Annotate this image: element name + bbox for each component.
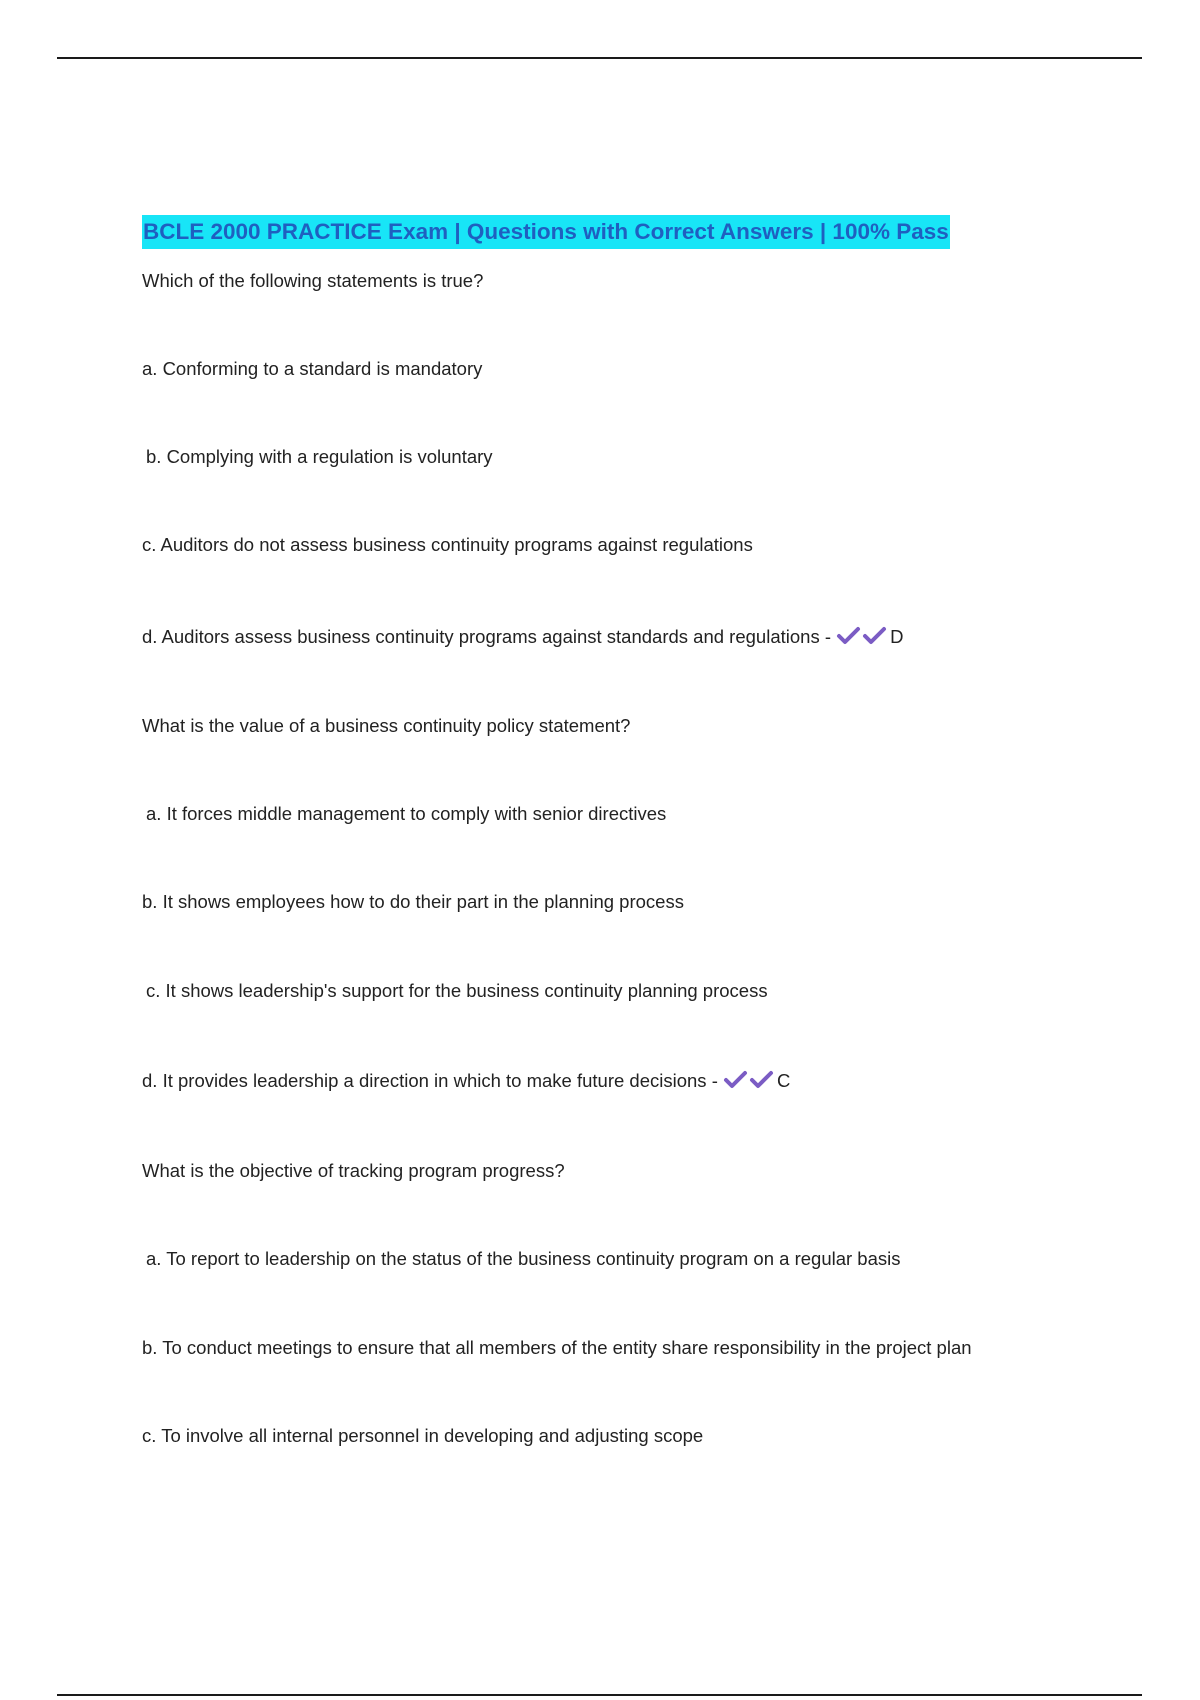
question-3-option-b: b. To conduct meetings to ensure that all members of the entity share responsibility in the project plan: [142, 1337, 972, 1358]
question-1-option-a: a. Conforming to a standard is mandatory: [142, 358, 483, 379]
footer-rule: [57, 1694, 1142, 1696]
question-1-answer: D: [890, 626, 904, 647]
question-2-option-a: a. It forces middle management to comply with senior directives: [146, 803, 667, 824]
question-2-text: What is the value of a business continuity policy statement?: [142, 715, 631, 736]
question-2-option-d: d. It provides leadership a direction in which to make future decisions -: [142, 1070, 718, 1091]
question-2-answer: C: [777, 1070, 791, 1091]
question-1-option-c: c. Auditors do not assess business continuity programs against regulations: [142, 534, 753, 555]
question-1-option-d: d. Auditors assess business continuity programs against standards and regulations -: [142, 626, 831, 647]
check-icon: [723, 1070, 749, 1090]
question-1-text: Which of the following statements is true?: [142, 270, 484, 291]
check-icon: [749, 1070, 775, 1090]
question-2-option-c: c. It shows leadership's support for the business continuity planning process: [146, 980, 768, 1001]
check-icon: [836, 626, 862, 646]
question-3-option-a: a. To report to leadership on the status of the business continuity program on a regular basis: [146, 1248, 901, 1269]
document-title: BCLE 2000 PRACTICE Exam | Questions with Correct Answers | 100% Pass: [142, 215, 950, 249]
check-icon: [862, 626, 888, 646]
question-2-option-b: b. It shows employees how to do their part in the planning process: [142, 891, 684, 912]
question-3-option-c: c. To involve all internal personnel in developing and adjusting scope: [142, 1425, 704, 1446]
question-3-text: What is the objective of tracking program progress?: [142, 1160, 565, 1181]
question-2-option-d-row: [142, 1068, 790, 1094]
question-1-option-b: b. Complying with a regulation is voluntary: [146, 446, 493, 467]
question-1-option-d-row: [142, 624, 904, 650]
header-rule: [57, 57, 1142, 59]
